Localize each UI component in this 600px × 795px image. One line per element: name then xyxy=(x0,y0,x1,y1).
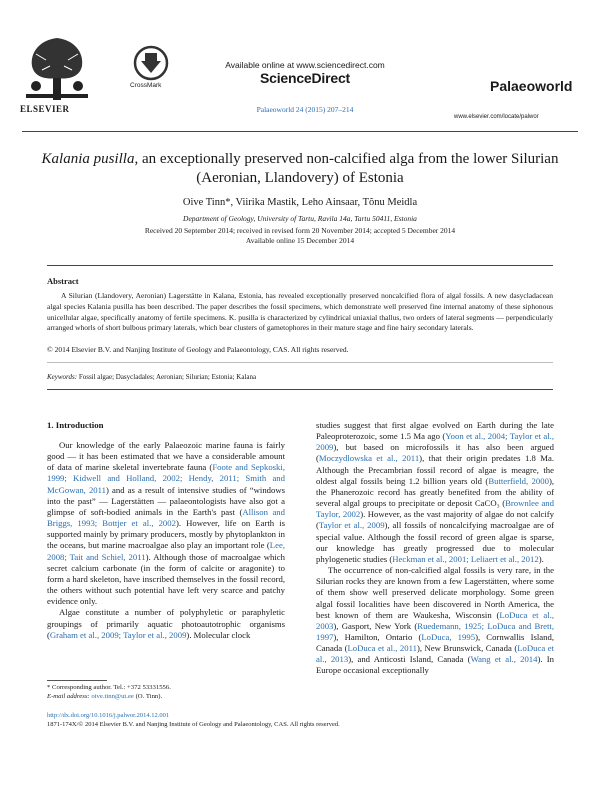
citation-link[interactable]: LoDuca, 1995 xyxy=(421,631,476,642)
sciencedirect-logo: ScienceDirect xyxy=(259,70,350,86)
keywords-label: Keywords: xyxy=(47,373,78,381)
email-line: E-mail address: oive.tinn@ut.ee (O. Tinn). xyxy=(47,692,163,700)
title-species: Kalania pusilla xyxy=(41,151,135,167)
keywords xyxy=(47,373,256,381)
citation-link[interactable]: Butterfield, 2000 xyxy=(488,475,549,486)
citation-link[interactable]: LoDuca et al., 2011 xyxy=(347,643,417,654)
citation-link[interactable]: Foote and Sepkoski, 1999; Kidwell and Holland, 2002; Hendy, 2011; Smith and McGowan, 2011 xyxy=(47,462,285,495)
citation-link[interactable]: LoDuca et al., 2013 xyxy=(316,643,554,665)
affiliation: Department of Geology, University of Tartu, Ravila 14a, Tartu 50411, Estonia xyxy=(183,214,417,223)
email-link[interactable]: oive.tinn@ut.ee xyxy=(91,692,134,700)
journal-url[interactable]: www.elsevier.com/locate/palwor xyxy=(454,114,539,120)
abstract-top-divider xyxy=(47,265,553,266)
palaeoworld-logo: Palaeoworld xyxy=(490,78,573,94)
left-column xyxy=(47,440,285,641)
abstract-copyright: © 2014 Elsevier B.V. and Nanjing Institute of Geology and Palaeontology, CAS. All rights reserved. xyxy=(47,345,349,354)
citation-link[interactable]: Moczydlowska et al., 2011 xyxy=(318,453,420,464)
right-column xyxy=(316,420,554,677)
abstract-heading: Abstract xyxy=(47,276,79,286)
citation-link[interactable]: Lee, 2008; Tait and Schiel, 2011 xyxy=(47,540,285,562)
author-list: Oive Tinn*, Viirika Mastik, Leho Ainsaar, Tõnu Meidla xyxy=(182,197,418,208)
crossmark-icon[interactable] xyxy=(133,45,169,81)
citation-link[interactable]: LoDuca et al., 2003 xyxy=(316,609,554,631)
body-top-divider xyxy=(47,389,553,390)
elsevier-tree-logo xyxy=(22,34,92,104)
citation-link[interactable]: Ruedemann, 1925; LoDuca and Brett, 1997 xyxy=(316,620,554,642)
citation-link[interactable]: Graham et al., 2009; Taylor et al., 2009 xyxy=(49,629,187,640)
citation-link[interactable]: Brownlee and Taylor, 2002 xyxy=(316,498,554,520)
intro-paragraph-2-cont: studies suggest that first algae evolved on Earth during the late Paleoproterozoic, some 1.5 Ma ago (Yoon et al., 2004; Taylor et al., 2009), but based on microfossils it has also been argued (Moczydlowska et al., 2011), that their origin predates 1.8 Ma. Although the Precambrian fossil record of algae is meagre, the oldest algal fossils being 1.2 billion years old (Butterfield, 2000), the Phanerozoic record has greatly benefited from the ability of several algal groups to precipitate or deposit CaCO₃ (Brownlee and Taylor, 2002). However, as the vast majority of algae do not calcify (Taylor et al., 2009), all fossils of noncalcifying macroalgae are of special value. Although the fossil record of green algae is sparse, our knowledge has greatly progressed due to molecular phylogenetic studies (Heckman et al., 2001; Leliaert et al., 2012). xyxy=(316,420,555,564)
article-title xyxy=(40,150,560,188)
citation-link[interactable]: Allison and Briggs, 1993; Bottjer et al., 2002 xyxy=(47,506,285,529)
footnote xyxy=(47,684,297,702)
doi-link[interactable]: http://dx.doi.org/10.1016/j.palwor.2014.12.001 xyxy=(47,712,170,719)
available-online-line: Available online at www.sciencedirect.com xyxy=(225,60,385,70)
keywords-list: Fossil algae; Dasycladales; Aeronian; Silurian; Estonia; Kalana xyxy=(78,373,257,381)
corresponding-author: * Corresponding author. Tel.: +372 53331556. xyxy=(47,684,171,691)
received-dates: Received 20 September 2014; received in revised form 20 November 2014; accepted 5 December 2014 xyxy=(144,226,456,235)
intro-paragraph-3: The occurrence of non-calcified algal fossils is very rare, in the Silurian rocks they are known from a few Lagerstätten, where some of them show well preserved delicate morphology. Some green algal fossil localities have been discovered in North America, the best known of them are Waukesha, Wisconsin (LoDuca et al., 2003), Gasport, New York (Ruedemann, 1925; LoDuca and Brett, 1997), Hamilton, Ontario (LoDuca, 1995), Cornwallis Island, Canada (LoDuca et al., 2011), New Brunswick, Canada (LoDuca et al., 2013), and Anticosti Island, Canada (Wang et al., 2014). In Europe occasional exceptionally xyxy=(316,565,554,676)
header-divider xyxy=(22,131,578,132)
title-rest: , an exceptionally preserved non-calcified alga from the lower Silurian (Aeronian, Llandovery) of Estonia xyxy=(134,151,559,186)
keywords-divider xyxy=(47,362,553,363)
publisher-name: ELSEVIER xyxy=(20,104,70,114)
intro-paragraph-2: Algae constitute a number of polyphyletic or paraphyletic groupings of primarily aquatic photoautotrophic organisms (Graham et al., 2009; Taylor et al., 2009). Molecular clock xyxy=(47,607,285,640)
citation-link[interactable]: Taylor et al., 2009 xyxy=(318,520,385,531)
section-heading: 1. Introduction xyxy=(47,420,104,430)
citation-link[interactable]: Heckman et al., 2001; Leliaert et al., 2012 xyxy=(392,553,539,564)
citation-link[interactable]: Yoon et al., 2004; Taylor et al., 2009 xyxy=(316,431,554,453)
journal-reference[interactable]: Palaeoworld 24 (2015) 207–214 xyxy=(256,105,354,114)
footer-copyright: 1871-174X/© 2014 Elsevier B.V. and Nanjing Institute of Geology and Palaeontology, CAS. All rights reserved. xyxy=(47,721,340,728)
available-online-date: Available online 15 December 2014 xyxy=(245,236,355,245)
intro-paragraph-1: Our knowledge of the early Palaeozoic marine fauna is fairly good — it has been estimated that we have a considerable amount of data of marine skeletal invertebrate fauna (Foote and Sepkoski, 1999; Kidwell and Holland, 2002; Hendy, 2011; Smith and McGowan, 2011) and as a result of intensive studies of “windows into the past” — Lagerstätten — palaeontologists have also got a glimpse of soft-bodied animals in the Earth's past (Allison and Briggs, 1993; Bottjer et al., 2002). However, life on Earth is supported mainly by primary producers, mostly by phytoplankton in the oceans, but marine macroalgae also play an important role (Lee, 2008; Tait and Schiel, 2011). Although those of macroalgae which secret calcium carbonate (in the form of calcite or aragonite) to form a hard skeleton, have inscribed themselves in the fossil record, the others without such potential have left very scarce and patchy evidence only. xyxy=(47,440,286,607)
abstract-text: A Silurian (Llandovery, Aeronian) Lagerstätte in Kalana, Estonia, has revealed exceptionally preserved noncalcified flora of algal fossils. A new dasycladacean algal species Kalania pusilla has been described. The paper describes the fossil specimens, which demonstrate well preserved fine internal anatomy of these siphonous unicellular algae, specifically anatomy of fertile specimens. K. pusilla is characterized by cylindrical uniaxial thallus, two orders of lateral segments — perpendicularly arranged whorls of short bulbous primary laterals, which bear clusters of gametophores in their mature stage and fine hairy secondary laterals. xyxy=(47,291,553,333)
crossmark-label: CrossMark xyxy=(130,82,162,89)
citation-link[interactable]: Wang et al., 2014 xyxy=(470,654,538,665)
footnote-divider xyxy=(47,680,107,681)
